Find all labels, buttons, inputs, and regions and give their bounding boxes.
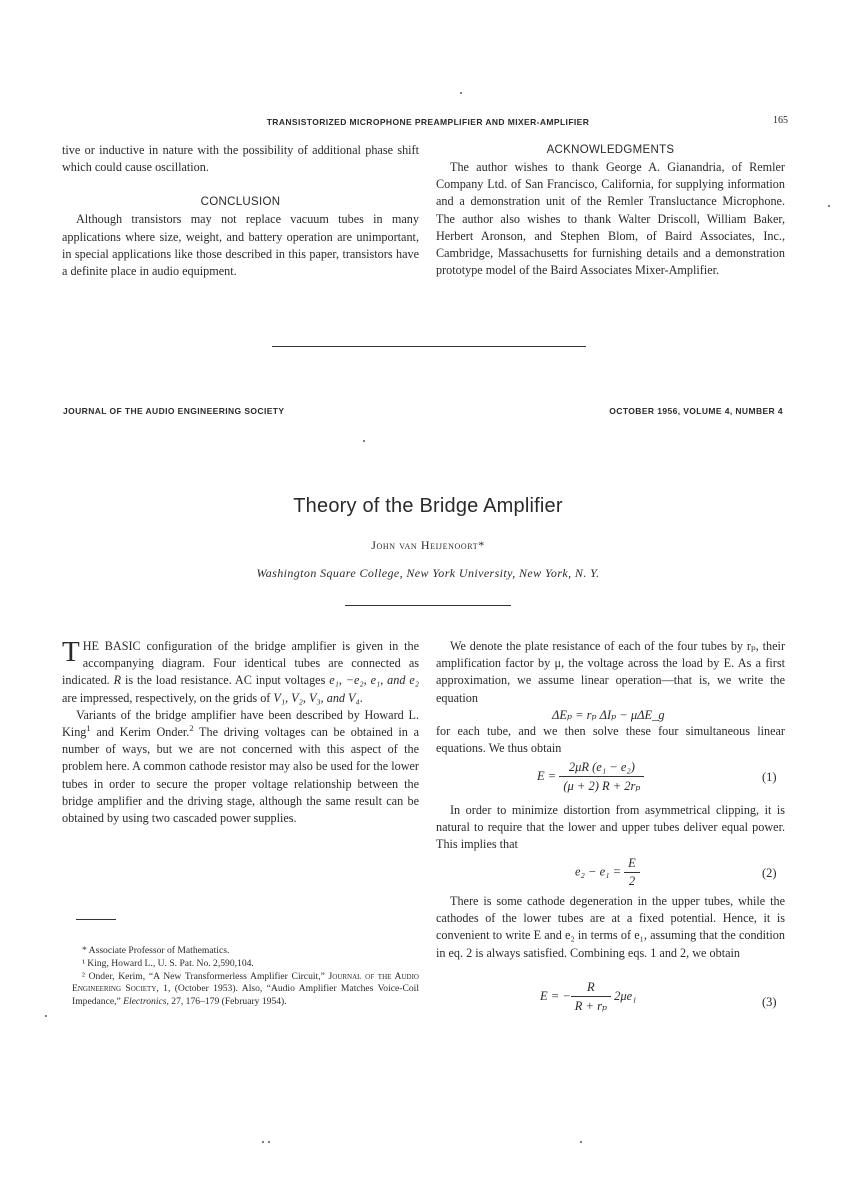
equation-2-label: (2) xyxy=(762,866,777,880)
scan-speck xyxy=(45,1015,47,1017)
footnote-1: ¹ King, Howard L., U. S. Pat. No. 2,590,104. xyxy=(82,957,254,969)
top-right-column xyxy=(436,142,785,279)
footnote-ref-2[interactable]: 2 xyxy=(189,722,194,733)
footnote-star: * Associate Professor of Mathematics. xyxy=(82,945,230,956)
page-number: 165 xyxy=(773,115,788,126)
scan-speck xyxy=(268,1141,270,1143)
body-left-column xyxy=(62,638,419,827)
equation-1: E = $\frac{\text{2μR (e₁ − e₂)}}{\text{(μ + 2) R + 2rₚ}}$ xyxy=(537,760,644,794)
intro-paragraph: THE BASIC configuration of the bridge amplifier is given in the accompanying diagram. Four identical tubes are connected as indicated. R is the load resistance. AC input voltages e₁, −e₂, e₁, and e₂ are impressed, respectively, on the grids of V₁, V₂, V₃, and V₄. xyxy=(62,636,419,705)
footnote-ref-1[interactable]: 1 xyxy=(86,722,91,733)
continuation-paragraph: tive or inductive in nature with the possibility of additional phase shift which could cause oscillation. xyxy=(62,143,419,175)
equation-linear: ΔEₚ = rₚ ΔIₚ − μΔE_g xyxy=(552,708,665,722)
acknowledgments-paragraph: The author wishes to thank George A. Gianandria, of Remler Company Ltd. of San Francisco, California, for supplying information and a demonstration unit of the Remler Transluctance Microphone. The author also wishes to thank Walter Driscoll, William Baker, Herbert Aronson, and Stephen Blom, of Baird Associates, Inc., Cambridge, Massachusetts for furnishing details and a demonstration prototype model of the Baird Associates Mixer-Amplifier. xyxy=(436,160,785,278)
variants-paragraph: Variants of the bridge amplifier have been described by Howard L. King$^1$ and Kerim Onder.$^2$ The driving voltages can be obtained in a number of ways, but we are not concerned with this aspect of the problem here. A common cathode resistor may also be used for the lower tubes in order to secure the proper voltage relationship between the bridge amplifier and the driving stage, although the same result can be obtained by using two cascaded power supplies. xyxy=(62,707,419,826)
scan-speck xyxy=(828,205,830,207)
scan-speck xyxy=(580,1141,582,1143)
scan-speck xyxy=(262,1141,264,1143)
scan-speck xyxy=(363,440,365,442)
conclusion-heading: CONCLUSION xyxy=(200,196,281,209)
title-rule xyxy=(345,605,511,606)
drop-cap: T xyxy=(62,636,80,668)
author-affiliation: Washington Square College, New York University, New York, N. Y. xyxy=(256,566,600,580)
author-name: John van Heijenoort* xyxy=(371,538,485,552)
solve-paragraph-wrap xyxy=(436,723,785,757)
conclusion-paragraph: Although transistors may not replace vacuum tubes in many applications where size, weight, and battery operation are unimportant, in special applications like those described in this paper, transistors have a definite place in audio equipment. xyxy=(62,212,419,279)
equation-3: E = − $\frac{R}{\text{R + rₚ}}$ 2μe₁ xyxy=(540,980,637,1013)
scan-speck xyxy=(460,92,462,94)
end-of-article-rule xyxy=(272,346,586,347)
degeneration-paragraph-wrap xyxy=(436,893,785,962)
footnote-2: ² Onder, Kerim, “A New Transformerless Amplifier Circuit,” Journal of the Audio Engineering Society, 1, (October 1953). Also, “Audio Amplifier Matches Voice-Coil Impedance,” Electronics, 27, 176–179 (February 1954). xyxy=(72,970,419,1008)
clipping-paragraph-wrap xyxy=(436,802,785,854)
degeneration-paragraph: There is some cathode degeneration in the upper tubes, while the cathodes of the lower tubes are at a fixed potential. Hence, it is convenient to write E and e₂ in terms of e₁, assuming that the condition in eq. 2 is always satisfied. Combining eqs. 1 and 2, we obtain xyxy=(436,894,785,960)
acknowledgments-heading: ACKNOWLEDGMENTS xyxy=(546,144,675,156)
top-left-column xyxy=(62,142,419,280)
equation-3-label: (3) xyxy=(762,995,777,1009)
journal-name: JOURNAL OF THE AUDIO ENGINEERING SOCIETY xyxy=(63,406,285,416)
notation-paragraph: We denote the plate resistance of each of the four tubes by rₚ, their amplification factor by μ, the voltage across the load by E. As a first approximation, we assume linear operation—that is, we write the equation xyxy=(436,639,785,705)
footnotes xyxy=(72,945,419,1009)
body-right-column-top xyxy=(436,638,785,707)
article-title: Theory of the Bridge Amplifier xyxy=(293,495,563,517)
running-head: TRANSISTORIZED MICROPHONE PREAMPLIFIER AND MIXER-AMPLIFIER xyxy=(266,117,590,127)
issue-info: OCTOBER 1956, VOLUME 4, NUMBER 4 xyxy=(609,406,783,416)
clipping-paragraph: In order to minimize distortion from asymmetrical clipping, it is natural to require that the lower and upper tubes deliver equal power. This implies that xyxy=(436,803,785,852)
equation-1-label: (1) xyxy=(762,770,777,784)
solve-paragraph: for each tube, and we then solve these four simultaneous linear equations. We thus obtain xyxy=(436,724,785,756)
equation-2: e₂ − e₁ = $\frac{E}{2}$ xyxy=(575,856,640,889)
footnote-rule xyxy=(76,919,116,920)
